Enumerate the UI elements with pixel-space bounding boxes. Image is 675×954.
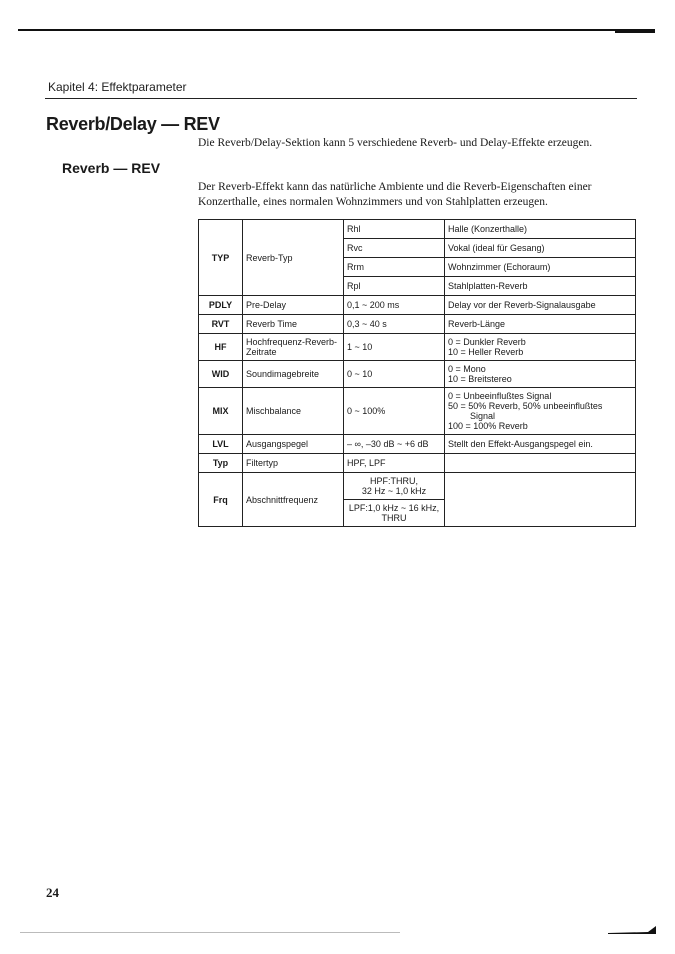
subsection-text: Der Reverb-Effekt kann das natürliche Ambiente und die Reverb-Eigenschaften einer Konzerthalle, eines normalen Wohnzimmers und von Stahlplatten erzeugen. [198, 181, 592, 208]
param-name: Pre-Delay [243, 296, 344, 315]
table-row [199, 473, 636, 500]
table-row [199, 388, 636, 435]
param-name: Soundimagebreite [243, 361, 344, 388]
param-value: Rpl [344, 277, 445, 296]
table-row [199, 334, 636, 361]
param-desc [445, 361, 636, 388]
running-head: Kapitel 4: Effektparameter [48, 80, 187, 94]
param-desc-line: 10 = Breitstereo [448, 374, 512, 384]
table-row [199, 220, 636, 239]
param-abbr: HF [199, 334, 243, 361]
param-abbr: RVT [199, 315, 243, 334]
table-row [199, 361, 636, 388]
param-desc: Wohnzimmer (Echoraum) [445, 258, 636, 277]
param-abbr: Typ [199, 454, 243, 473]
param-range: HPF, LPF [344, 454, 445, 473]
param-name [243, 334, 344, 361]
param-range: – ∞, –30 dB ~ +6 dB [344, 435, 445, 454]
param-desc [445, 334, 636, 361]
param-desc-line: 0 = Mono [448, 364, 486, 374]
param-desc: Halle (Konzerthalle) [445, 220, 636, 239]
param-desc-line: 0 = Unbeeinflußtes Signal [448, 391, 552, 401]
param-abbr: MIX [199, 388, 243, 435]
param-desc: Vokal (ideal für Gesang) [445, 239, 636, 258]
subsection-title: Reverb — REV [62, 160, 161, 176]
param-desc-line: 50 = 50% Reverb, 50% unbeeinflußtes [448, 401, 603, 411]
param-range-lpf [344, 500, 445, 527]
table-row [199, 315, 636, 334]
param-desc-line: 100 = 100% Reverb [448, 421, 528, 431]
page-number: 24 [46, 885, 59, 900]
param-abbr: LVL [199, 435, 243, 454]
param-value: Rhl [344, 220, 445, 239]
param-range-line: HPF:THRU, [370, 476, 418, 486]
param-name: Filtertyp [243, 454, 344, 473]
param-range: 0 ~ 10 [344, 361, 445, 388]
param-desc-line: Signal [470, 411, 496, 421]
param-name: Reverb Time [243, 315, 344, 334]
param-name: Ausgangspegel [243, 435, 344, 454]
param-desc-line: 10 = Heller Reverb [448, 347, 524, 357]
param-abbr: PDLY [199, 296, 243, 315]
param-desc [445, 388, 636, 435]
param-desc: Delay vor der Reverb-Signalausgabe [445, 296, 636, 315]
param-desc [445, 473, 636, 527]
param-range: 0,1 ~ 200 ms [344, 296, 445, 315]
table-row [199, 454, 636, 473]
section-intro: Die Reverb/Delay-Sektion kann 5 verschiedene Reverb- und Delay-Effekte erzeugen. [198, 137, 593, 149]
param-range-line: THRU [381, 513, 407, 523]
param-range-line: LPF:1,0 kHz ~ 16 kHz, [348, 503, 440, 513]
param-desc: Stellt den Effekt-Ausgangspegel ein. [445, 435, 636, 454]
header-rule [45, 98, 637, 99]
param-desc [445, 454, 636, 473]
param-name: Mischbalance [243, 388, 344, 435]
param-value: Rrm [344, 258, 445, 277]
param-name-line: Hochfrequenz-Reverb- [246, 337, 338, 347]
section-title: Reverb/Delay — REV [46, 114, 220, 134]
table-row [199, 296, 636, 315]
top-rule [18, 29, 654, 31]
param-range: 0,3 ~ 40 s [344, 315, 445, 334]
param-desc: Reverb-Länge [445, 315, 636, 334]
top-rule-tail [615, 29, 655, 33]
param-abbr: Frq [199, 473, 243, 527]
corner-mark [608, 926, 656, 934]
param-range: 0 ~ 100% [344, 388, 445, 435]
param-range-line: 32 Hz ~ 1,0 kHz [361, 486, 427, 496]
param-range: 1 ~ 10 [344, 334, 445, 361]
param-name: Abschnittfrequenz [243, 473, 344, 527]
param-name: Reverb-Typ [243, 220, 344, 296]
table-row [199, 435, 636, 454]
param-desc-line: 0 = Dunkler Reverb [448, 337, 526, 347]
param-abbr: TYP [199, 220, 243, 296]
bottom-scan-line [20, 932, 400, 933]
param-value: Rvc [344, 239, 445, 258]
param-desc: Stahlplatten-Reverb [445, 277, 636, 296]
param-abbr: WID [199, 361, 243, 388]
param-name-line: Zeitrate [246, 347, 277, 357]
param-range-hpf [344, 473, 445, 500]
parameter-table [198, 219, 636, 527]
